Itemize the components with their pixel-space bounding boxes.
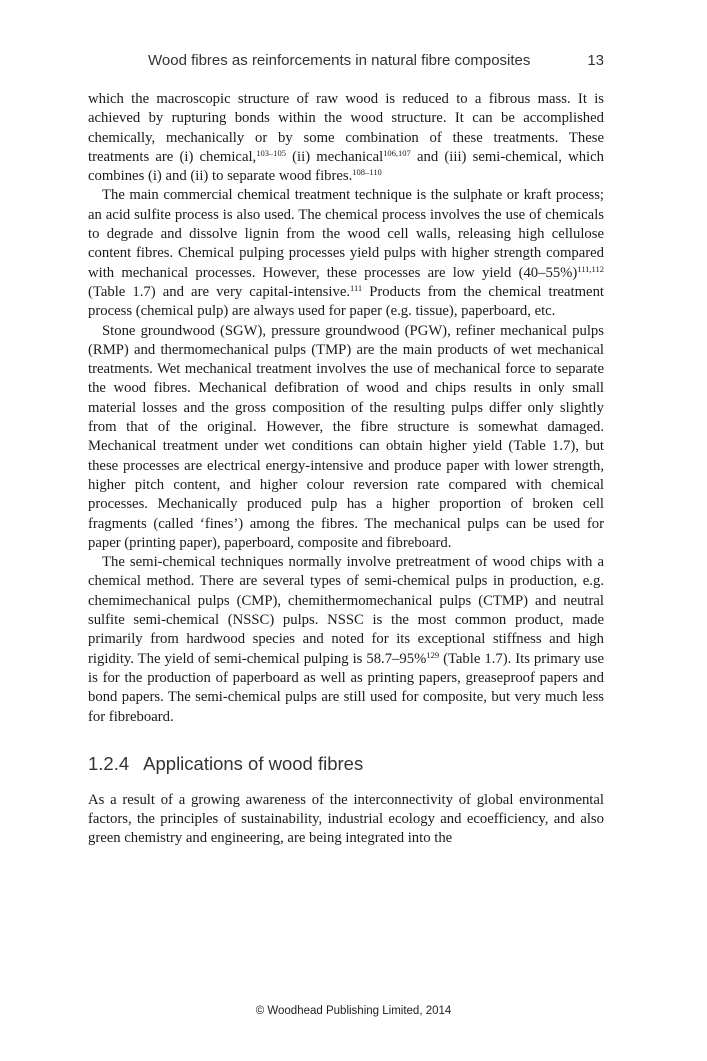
paragraph-4-text-b: (Table 1.7). Its primary use is for the production of paperboard as well as printing papers, greaseproof papers and bond papers. The semi-chemical pulps are still used for composite, but very much less for fibreboard. — [88, 650, 604, 725]
paragraph-2 — [88, 186, 604, 321]
citation-sup: 106,107 — [383, 147, 411, 158]
page-number: 13 — [587, 52, 604, 69]
paragraph-1-text-c: and (iii) semi-chemical, which combines (i) and (ii) to separate wood fibres. — [88, 148, 604, 185]
citation-sup: 129 — [426, 649, 440, 660]
body-text — [88, 90, 604, 849]
running-title: Wood fibres as reinforcements in natural fibre composites — [148, 52, 531, 69]
paragraph-1 — [88, 90, 604, 186]
paragraph-2-text-c: Products from the chemical treatment process (chemical pulp) are always used for paper (e.g. tissue), paperboard, etc. — [88, 283, 604, 320]
paragraph-2-text-b: (Table 1.7) and are very capital-intensive. — [88, 283, 351, 300]
citation-sup: 111 — [350, 282, 363, 293]
paragraph-5: As a result of a growing awareness of the interconnectivity of global environmental factors, the principles of sustainability, industrial ecology and ecoefficiency, and also green chemistry and engineering, are being integrated into the — [88, 791, 604, 847]
section-number: 1.2.4 — [88, 752, 130, 774]
section-title: Applications of wood fibres — [143, 752, 364, 774]
paragraph-1-text-b: (ii) mechanical — [285, 148, 384, 165]
citation-sup: 103–105 — [256, 147, 286, 158]
paragraph-4-text-a: The semi-chemical techniques normally involve pretreatment of wood chips with a chemical method. There are several types of semi-chemical pulps in production, e.g. chemimechanical pulps (CMP), chemithermomechanical pulps (CTMP) and neutral sulfite semi-chemical (NSSC) pulps. NSSC is the most common product, made primarily from hardwood species and noted for its exceptional stiffness and high rigidity. The yield of semi-chemical pulping is 58.7–95% — [88, 554, 604, 667]
paragraph-4 — [88, 553, 604, 727]
copyright-footer: © Woodhead Publishing Limited, 2014 — [255, 1005, 452, 1017]
paragraph-2-text-a: The main commercial chemical treatment technique is the sulphate or kraft process; an acid sulfite process is also used. The chemical process involves the use of chemicals to degrade and dissolve lignin from the wood cell walls, releasing high cellulose content fibres. Chemical pulping processes yield pulps with higher strength compared with mechanical processes. However, these processes are low yield (40–55%) — [88, 187, 604, 281]
paragraph-1-text-a: which the macroscopic structure of raw wood is reduced to a fibrous mass. It is achieved by rupturing bonds within the wood structure. It can be accomplished chemically, mechanically or by some combination of these treatments. These treatments are (i) chemical, — [88, 91, 604, 165]
section-heading — [88, 753, 604, 775]
paragraph-3: Stone groundwood (SGW), pressure groundwood (PGW), refiner mechanical pulps (RMP) and thermomechanical pulps (TMP) are the main products of wet mechanical treatments. Wet mechanical treatment involves the use of mechanical force to separate the wood fibres. Mechanical defibration of wood and chips results in only small material losses and the gross composition of the resulting pulps differ only slightly from that of the original. However, the fibre structure is somewhat damaged. Mechanical treatment under wet conditions can obtain higher yield (Table 1.7), but these processes are electrical energy-intensive and produce paper with lower strength, higher pitch content, and higher colour reversion rate compared with chemical processes. Mechanically produced pulp has a higher proportion of broken cell fragments (called ‘fines’) among the fibres. The mechanical pulps can be used for paper (printing paper), paperboard, composite and fibreboard. — [88, 322, 604, 551]
citation-sup: 111,112 — [577, 263, 604, 274]
citation-sup: 108–110 — [352, 167, 382, 178]
